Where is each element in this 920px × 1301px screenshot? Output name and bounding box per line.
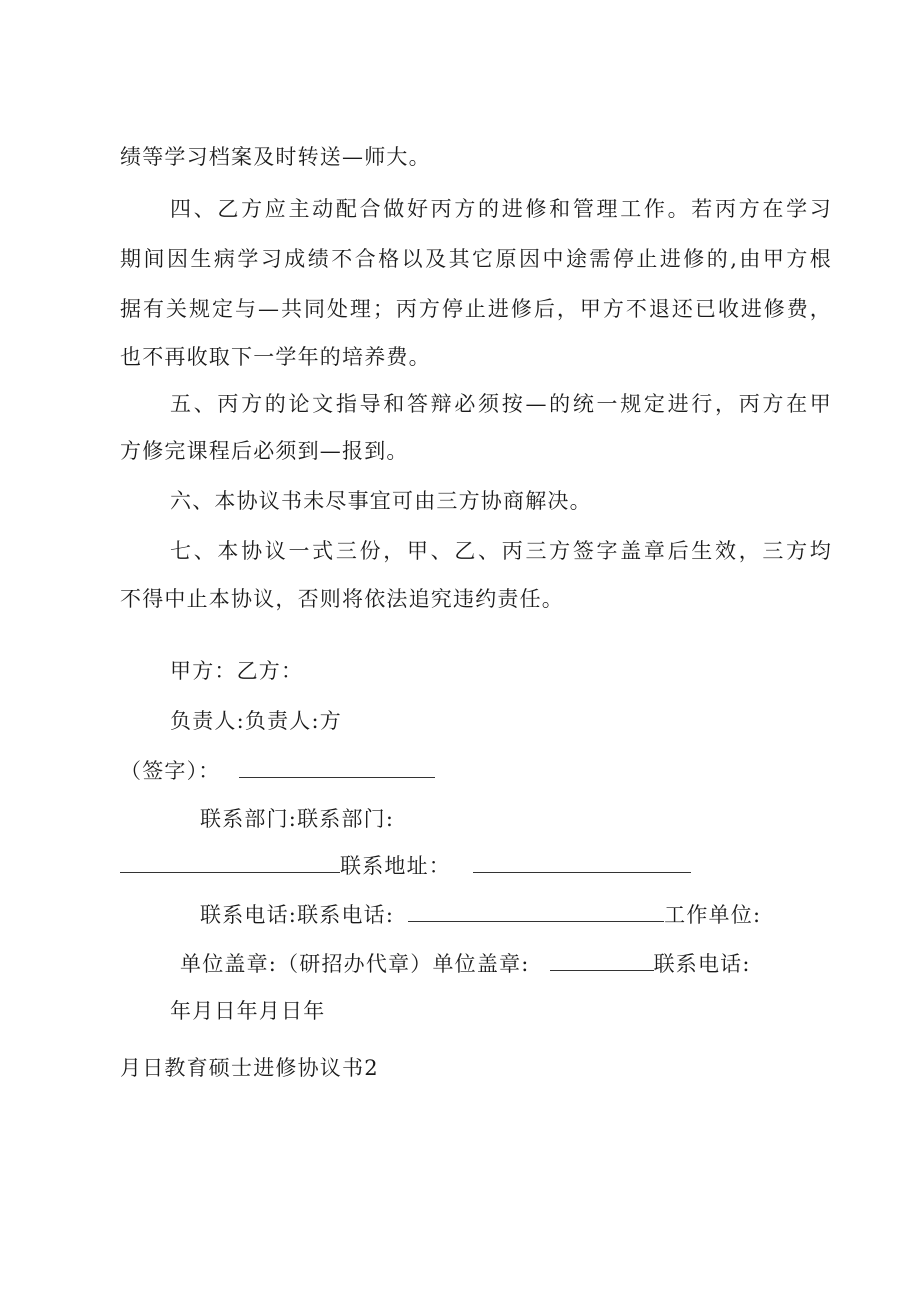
- address-label: 联系地址：: [340, 854, 451, 878]
- phone2-label: 联系电话:: [653, 952, 751, 976]
- paragraph-4-line-1: 四、乙方应主动配合做好丙方的进修和管理工作。若丙方在学习: [170, 197, 832, 221]
- responsible-label: 负责人:负责人:方: [170, 709, 342, 733]
- sign-row: [120, 755, 435, 786]
- address-left-underline: [120, 850, 340, 873]
- address-row: [120, 850, 691, 881]
- seal-label: 单位盖章:（研招办代章）单位盖章:: [180, 952, 530, 976]
- paragraph-6: 六、本协议书未尽事宜可由三方协商解决。: [170, 489, 592, 513]
- sign-underline: [239, 755, 435, 778]
- paragraph-5-line-1: 五、丙方的论文指导和答辩必须按—的统一规定进行，丙方在甲: [170, 392, 832, 416]
- paragraph-4-line-4: 也不再收取下一学年的培养费。: [120, 345, 431, 369]
- seal-underline: [550, 948, 654, 971]
- phone-underline: [408, 899, 664, 922]
- address-underline: [473, 850, 691, 873]
- paragraph-4-line-2: 期间因生病学习成绩不合格以及其它原因中途需停止进修的,由甲方根: [120, 247, 832, 271]
- paragraph-7-line-1: 七、本协议一式三份，甲、乙、丙三方签字盖章后生效，三方均: [170, 539, 832, 563]
- work-unit-label: 工作单位:: [664, 903, 762, 927]
- paragraph-3-tail: 绩等学习档案及时转送—师大。: [120, 145, 431, 169]
- date-row-tail: 月日教育硕士进修协议书2: [120, 1056, 379, 1080]
- date-row: 年月日年月日年: [170, 999, 326, 1023]
- paragraph-5-line-2: 方修完课程后必须到—报到。: [120, 439, 409, 463]
- seal-row: [180, 948, 751, 979]
- paragraph-4-line-3: 据有关规定与—共同处理；丙方停止进修后，甲方不退还已收进修费，: [120, 297, 832, 321]
- paragraph-7-line-2: 不得中止本协议，否则将依法追究违约责任。: [120, 587, 564, 611]
- sign-label: （签字）：: [120, 759, 221, 783]
- dept-label: 联系部门:联系部门:: [200, 807, 395, 831]
- parties-label: 甲方：乙方：: [170, 659, 304, 683]
- phone-label: 联系电话:联系电话:: [200, 903, 395, 927]
- phone-row: [200, 899, 761, 930]
